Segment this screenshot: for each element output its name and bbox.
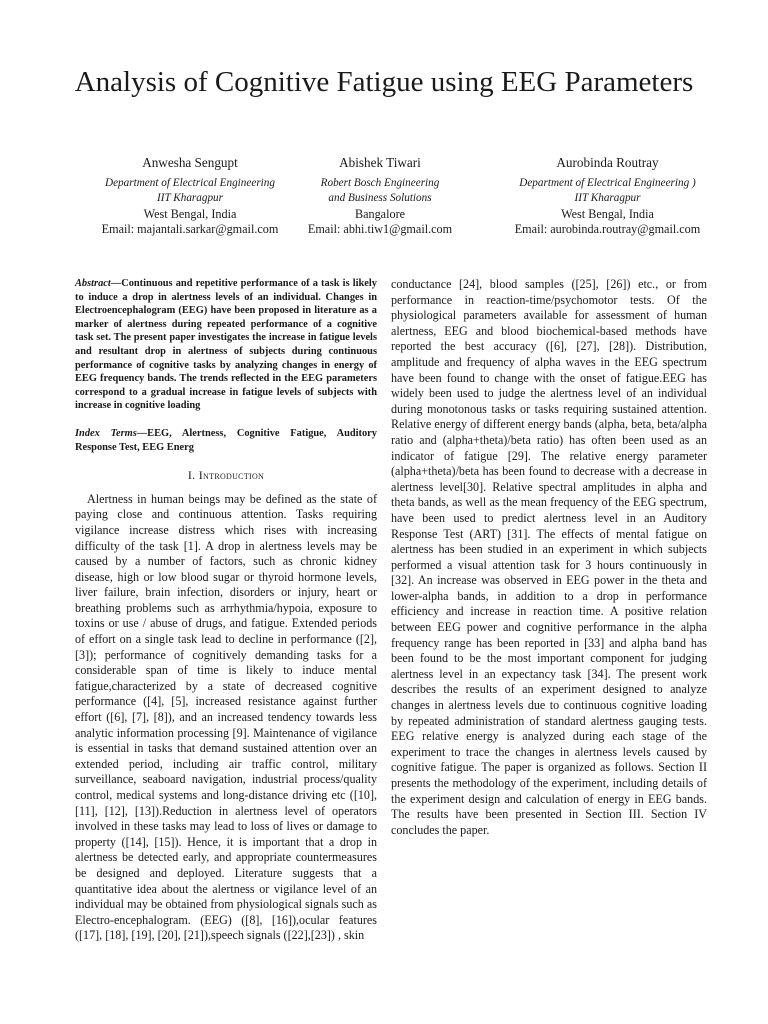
author-affiliation: IIT Kharagpur: [574, 192, 641, 204]
author-name: Abishek Tiwari: [339, 155, 421, 170]
abstract-text: —Continuous and repetitive performance of a task is likely to induce a drop in alertness levels of an individual. Changes in Electroencephalogram (EEG) have been proposed in literature as a marker of alertness during repeated performance of a cognitive task set. The present paper investigates the increase in fatigue levels and resultant drop in alertness of subjects during continuous performance of cognitive tasks by analyzing changes in energy of EEG frequency bands. The trends reflected in the EEG parameters correspond to a gradual increase in fatigue levels of subjects with increase in cognitive loading: [75, 278, 377, 412]
author-affiliation: and Business Solutions: [328, 192, 432, 204]
paper-title: Analysis of Cognitive Fatigue using EEG Parameters: [74, 66, 694, 98]
author-affiliation: Robert Bosch Engineering: [320, 176, 440, 189]
author-affiliation: Department of Electrical Engineering: [105, 176, 275, 189]
author-email: Email: abhi.tiw1@gmail.com: [307, 222, 453, 236]
index-terms-label: Index Terms: [75, 427, 137, 439]
author-name: Aurobinda Routray: [556, 155, 659, 170]
author-name: Anwesha Sengupt: [142, 155, 238, 170]
right-column: [391, 277, 707, 838]
author-3: [465, 155, 750, 238]
body-paragraph: Alertness in human beings may be defined as the state of paying close and continuous attention. Tasks requiring vigilance increase distress which rises with increasing difficulty of the task [1]. A drop in alertness levels may be caused by a number of factors, such as chronic kidney disease, high or low blood sugar or thyroid hormone levels, liver failure, brain infection, disorders or injury, heart or breathing problems such as arrhythmia/hypoia, exposure to toxins or use / abuse of drugs, and fatigue. Extended periods of effort on a single task lead to decline in performance ([2], [3]); performance of cognitively demanding tasks for a considerable span of time is likely to induce mental fatigue,characterized by a state of decreased cognitive performance ([4], [5], increased resistance against further effort ([6], [7], [8]), and an increased tendency towards less analytic information processing [9]. Maintenance of vigilance is essential in tasks that demand sustained attention over an extended period, including air traffic control, military surveillance, seaboard navigation, industrial process/quality control, medical systems and long-distance driving etc ([10], [11], [12], [13]).Reduction in alertness level of operators involved in these tasks may lead to loss of lives or damage to property ([14], [15]). Hence, it is important that a drop in alertness be detected early, and appropriate countermeasures be designed and deployed. Literature suggests that a quantitative idea about the alertness or vigilance level of an individual may be obtained from physiological signals such as Electro-encephalogram. (EEG) ([8], [16]),ocular features ([17], [18], [19], [20], [21]),speech signals ([22],[23]) , skin: [75, 491, 377, 943]
author-location: Bangalore: [354, 206, 406, 221]
author-location: West Bengal, India: [143, 206, 237, 221]
section-heading: I. Introduction: [187, 468, 265, 483]
author-email: Email: aurobinda.routray@gmail.com: [514, 222, 701, 236]
author-email: Email: majantali.sarkar@gmail.com: [101, 222, 279, 236]
index-terms-text: —EEG, Alertness, Cognitive Fatigue, Auditory Response Test, EEG Energ: [75, 427, 377, 453]
author-affiliation: Department of Electrical Engineering ): [519, 176, 696, 189]
abstract: [75, 277, 377, 413]
index-terms: [75, 427, 377, 454]
author-2: [280, 155, 480, 238]
author-location: West Bengal, India: [561, 206, 654, 221]
author-affiliation: IIT Kharagpur: [157, 192, 223, 204]
abstract-label: Abstract: [75, 278, 111, 289]
left-column: [75, 277, 377, 944]
body-paragraph: conductance [24], blood samples ([25], [26]) etc., or from performance in reaction-time/psychomotor tests. Of the physiological parameters available for assessment of human alertness, EEG and blood biochemical-based methods have reported the best accuracy ([6], [27], [28]). Distribution, amplitude and frequency of alpha waves in the EEG spectrum have been found to change with the onset of fatigue.EEG has widely been used to judge the alertness level of an individual during monotonous tasks or tasks requiring sustained attention. Relative energy of different energy bands (alpha, beta, beta/alpha ratio and (alpha+theta)/beta ratio) has often been used as an indicator of fatigue [29]. The relative energy parameter (alpha+theta)/beta has been found to decrease with a decrease in alertness level[30]. Relative spectral amplitudes in alpha and theta bands, as well as the mean frequency of the EEG spectrum, have been used to predict alertness level in an Auditory Response Test (ART) [31]. The effects of mental fatigue on alertness has been studied in an experiment in which subjects performed a visual attention task for 3 hours continuously in [32]. An increase was observed in EEG power in the theta and lower-alpha bands, in addition to a drop in performance efficiency and increase in reaction time. A positive relation between EEG power and cognitive performance in the alpha frequency range has been reported in [33] and alpha band has been found to be the most important component for judging alertness level in an expectancy task [34]. The present work describes the results of an experiment designed to analyze changes in alertness levels due to continuous cognitive loading by repeated administration of standard alertness gauging tests. EEG relative energy is analyzed during each stage of the experiment to trace the changes in alertness levels caused by cognitive fatigue. The paper is organized as follows. Section II presents the methodology of the experiment, including details of the experiment design and calculation of energy in EEG bands. The results have been presented in Section III. Section IV concludes the paper.: [391, 277, 707, 837]
